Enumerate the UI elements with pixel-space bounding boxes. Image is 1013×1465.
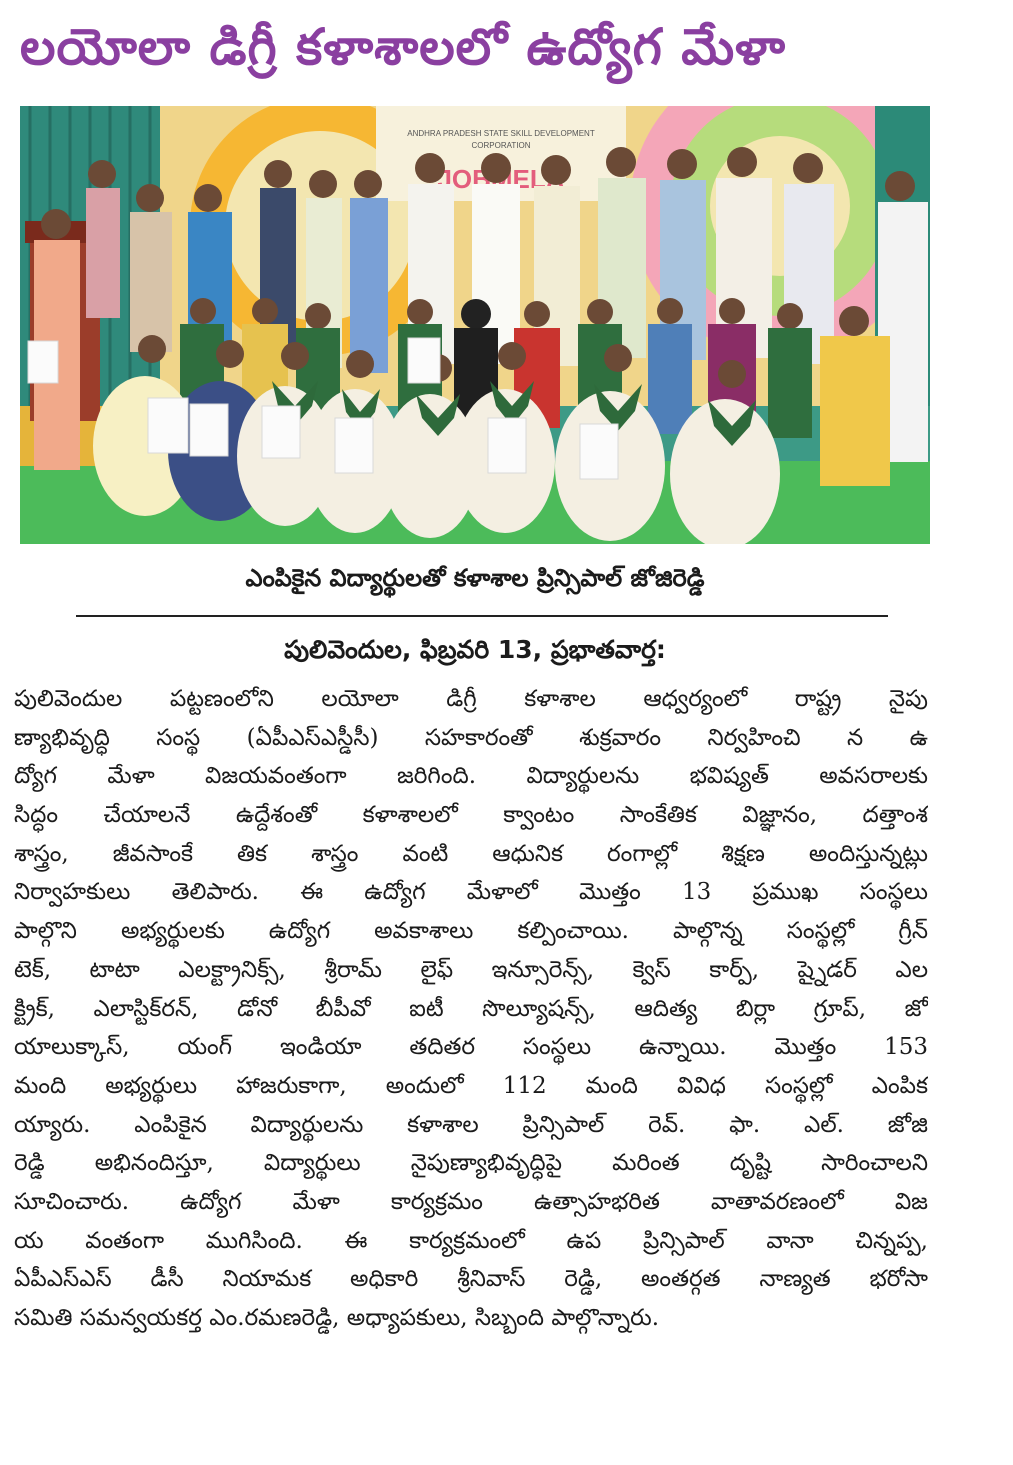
body-line: సిద్ధం చేయాలనే ఉద్దేశంతో కళాశాలలో క్వాంటం సాంకేతిక విజ్ఞానం, దత్తాంశ [14, 802, 928, 829]
body-line: ద్యోగ మేళా విజయవంతంగా జరిగింది. విద్యార్థులను భవిష్యత్ అవసరాలకు [14, 763, 928, 790]
body-line: క్ట్రిక్, ఎలాస్టిక్‌రన్, డోనో బీపీవో ఐటీ సొల్యూషన్స్, ఆదిత్య బిర్లా గ్రూప్, జో [14, 995, 928, 1022]
body-line: ఏపీఎస్ఎస్ డీసీ నియామక అధికారి శ్రీనివాస్ రెడ్డి, అంతర్గత నాణ్యత భరోసా [14, 1266, 928, 1293]
banner-text-2: CORPORATION [471, 141, 531, 150]
body-line: పులివెందుల పట్టణంలోని లయోలా డిగ్రీ కళాశాల ఆధ్వర్యంలో రాష్ట్ర నైపు [14, 686, 928, 712]
body-line: పాల్గొని అభ్యర్థులకు ఉద్యోగ అవకాశాలు కల్పించాయి. పాల్గొన్న సంస్థల్లో గ్రీన్ [14, 918, 928, 945]
body-line: ణ్యాభివృద్ధి సంస్థ (ఏపీఎస్ఎస్డీసీ) సహకారంతో శుక్రవారం నిర్వహించి న ఉ [14, 724, 928, 751]
body-line: మంది అభ్యర్థులు హాజరుకాగా, అందులో 112 మంది వివిధ సంస్థల్లో ఎంపిక [14, 1072, 928, 1099]
body-line: య వంతంగా ముగిసింది. ఈ కార్యక్రమంలో ఉప ప్రిన్సిపాల్ వానా చిన్నప్ప, [14, 1227, 928, 1254]
body-line: య్యారు. ఎంపికైన విద్యార్థులను కళాశాల ప్రిన్సిపాల్ రెవ్. ఫా. ఎల్. జోజి [14, 1111, 928, 1138]
group-photo-illustration [20, 106, 930, 544]
body-line: యాలుక్కాస్, యంగ్ ఇండియా తదితర సంస్థలు ఉన్నాయి. మొత్తం 153 [14, 1034, 928, 1061]
body-line: సూచించారు. ఉద్యోగ మేళా కార్యక్రమం ఉత్సాహభరిత వాతావరణంలో విజ [14, 1188, 928, 1215]
photo-caption: ఎంపికైన విద్యార్థులతో కళాశాల ప్రిన్సిపాల్ జోజిరెడ్డి [245, 564, 705, 592]
dateline: పులివెందుల, ఫిబ్రవరి 13, ప్రభాతవార్త: [284, 635, 666, 664]
banner-text-1: ANDHRA PRADESH STATE SKILL DEVELOPMENT [407, 129, 595, 138]
news-photo [20, 106, 930, 544]
body-line: సమితి సమన్వయకర్త ఎం.రమణరెడ్డి, అధ్యాపకులు, సిబ్బంది పాల్గొన్నారు. [14, 1305, 660, 1331]
caption-divider [76, 615, 888, 617]
article-headline: లయోలా డిగ్రీ కళాశాలలో ఉద్యోగ మేళా [20, 18, 787, 76]
body-line: రెడ్డి అభినందిస్తూ, విద్యార్థులు నైపుణ్యాభివృద్ధిపై మరింత దృష్టి సారించాలని [14, 1150, 928, 1177]
body-line: నిర్వాహకులు తెలిపారు. ఈ ఉద్యోగ మేళాలో మొత్తం 13 ప్రముఖ సంస్థలు [14, 879, 928, 906]
body-line: శాస్త్రం, జీవసాంకే తిక శాస్త్రం వంటి ఆధునిక రంగాల్లో శిక్షణ అందిస్తున్నట్లు [14, 840, 928, 867]
body-line: టెక్, టాటా ఎలక్ట్రానిక్స్, శ్రీరామ్ లైఫ్ ఇన్సూరెన్స్, క్వెస్ కార్ప్, ష్నైడర్ ఎల [14, 956, 928, 983]
article-body [14, 680, 928, 1338]
